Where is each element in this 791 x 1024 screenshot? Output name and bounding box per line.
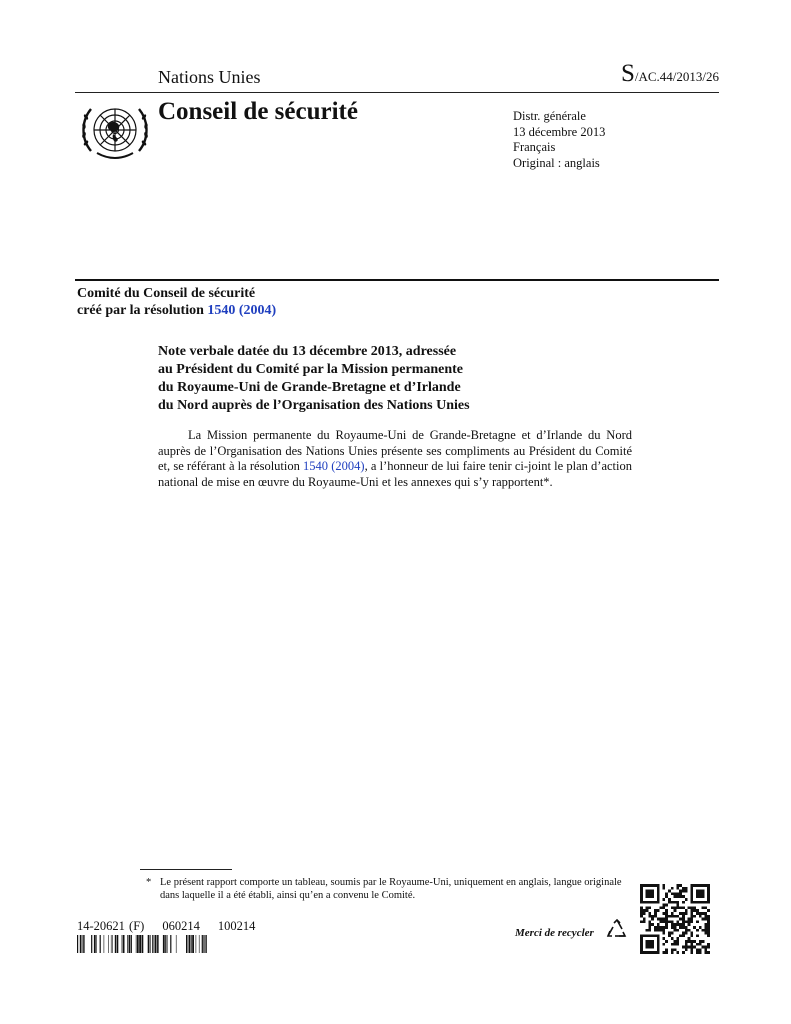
committee-line-2 (77, 302, 276, 319)
footnote-text: Le présent rapport comporte un tableau, soumis par le Royaume-Uni, uniquement en anglais, langue originale dans laquelle il a été établi, ainsi qu’en a convenu le Comité. (160, 877, 622, 901)
note-title-line: Note verbale datée du 13 décembre 2013, adressée (158, 344, 457, 359)
committee-line-1: Comité du Conseil de sécurité (77, 286, 256, 301)
committee-heading (77, 285, 276, 319)
note-title-line: du Royaume-Uni de Grande-Bretagne et d’Irlande (158, 380, 461, 395)
resolution-link[interactable]: 1540 (2004) (207, 303, 277, 318)
footnote-mark: * (146, 877, 152, 888)
note-title-line: du Nord auprès de l’Organisation des Nations Unies (158, 398, 470, 413)
committee-line-2-prefix: créé par la résolution (77, 303, 208, 318)
body-text-part-1: La Mission permanente du Royaume-Uni de Grande-Bretagne et d’Irlande du Nord auprès de l’Organisation des Nations Unies présente ses compliments au Président du Comité et, se référant à la résolution (158, 428, 632, 474)
document-symbol (621, 60, 719, 88)
qr-code-icon (640, 884, 710, 954)
note-title-line: au Président du Comité par la Mission permanente (158, 362, 464, 377)
date-printed: 100214 (217, 919, 256, 933)
body-text-part-2: , a l’honneur de lui faire tenir ci-joint le plan d’action national de mise en œuvre du Royaume-Uni et les annexes qui s’y rapportent*. (158, 459, 632, 490)
note-title (158, 343, 618, 415)
original-language: Original : anglais (513, 155, 600, 170)
body-resolution-link[interactable]: 1540 (2004) (303, 459, 365, 474)
body-paragraph (158, 428, 632, 491)
recycle-icon (606, 918, 628, 940)
council-title: Conseil de sécurité (158, 98, 358, 125)
section-rule (75, 279, 719, 281)
symbol-letter: S (620, 60, 635, 87)
distribution-language: Français (513, 140, 556, 155)
job-number: 14-20621 (F) (77, 919, 145, 933)
job-number-line (77, 919, 273, 934)
un-emblem-icon (77, 101, 153, 163)
organization-name: Nations Unies (158, 67, 261, 87)
symbol-rest: /AC.44/2013/26 (634, 69, 719, 84)
footnote (146, 876, 626, 902)
recycle-text: Merci de recycler (515, 927, 594, 939)
distribution-date: 13 décembre 2013 (513, 124, 606, 139)
header-rule (75, 92, 719, 93)
distribution-type: Distr. générale (513, 109, 586, 123)
barcode-icon (77, 935, 207, 953)
distribution-block (513, 109, 605, 171)
footnote-rule (140, 869, 232, 870)
date-issued: 060214 (162, 919, 200, 933)
